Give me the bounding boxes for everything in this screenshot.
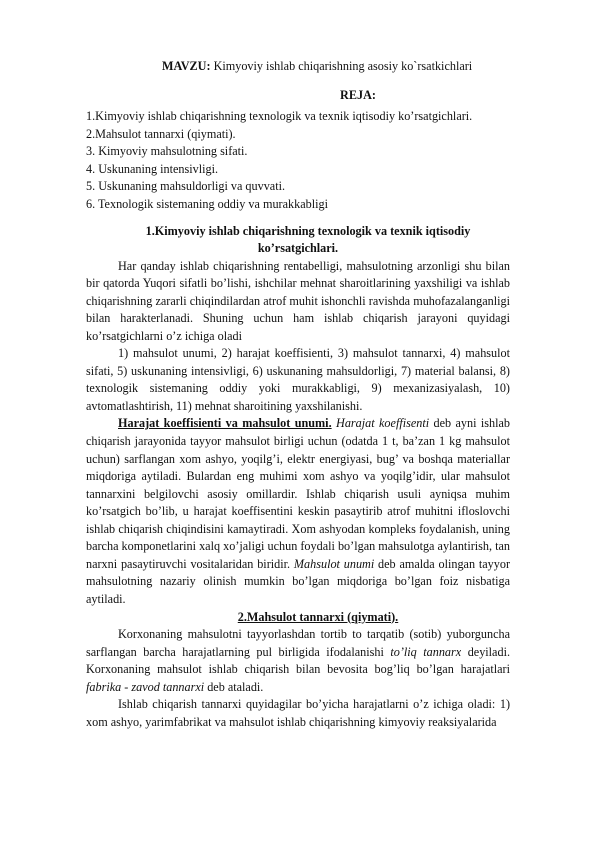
section-1-paragraph-3 xyxy=(86,415,510,608)
section-1-paragraph-2: 1) mahsulot unumi, 2) harajat koeffisienti, 3) mahsulot tannarxi, 4) mahsulot sifati, 5) uskunaning intensivligi, 6) uskunaning mahsuldorligi, 7) material balansi, 8) texnologik sistemaning oddiy yoki murakkabligi, 9) mexanizasiyalash, 10) avtomatlashtirish, 11) mehnat sharoitining yaxshilanishi. xyxy=(86,346,510,413)
section-2-paragraph-1 xyxy=(86,626,510,696)
document-page xyxy=(86,58,510,731)
section-1-title-line-1: 1.Kimyoviy ishlab chiqarishning texnologik va texnik iqtisodiy xyxy=(145,223,471,238)
paragraph-heading: Harajat koeffisienti va mahsulot unumi. xyxy=(118,416,332,431)
plan-list xyxy=(86,108,510,214)
plan-item: 5. Uskunaning mahsuldorligi va quvvati. xyxy=(86,179,286,194)
paragraph-text: Korxonaning mahsulotni tayyorlashdan tortib to tarqatib (sotib) yuborguncha sarflangan barcha harajatlarning pul birligida ifodalanishi xyxy=(86,627,510,659)
italic-term: Mahsulot unumi xyxy=(293,556,375,571)
section-2-paragraph-2: Ishlab chiqarish tannarxi quyidagilar bo’yicha harajatlarni o’z ichiga oladi: 1) xom ashyo, yarimfabrikat va mahsulot ishlab chiqarishning kimyoviy reaksiyalarida xyxy=(86,697,510,729)
plan-item: 1.Kimyoviy ishlab chiqarishning texnologik va texnik iqtisodiy ko’rsatgichlari. xyxy=(86,109,473,123)
section-1-title-line-2: ko’rsatgichlari. xyxy=(257,241,339,256)
plan-title: REJA: xyxy=(340,88,376,102)
plan-item: 2.Mahsulot tannarxi (qiymati). xyxy=(86,126,236,141)
section-2-title: 2.Mahsulot tannarxi (qiymati). xyxy=(237,609,399,624)
section-1-paragraph-1: Har qanday ishlab chiqarishning rentabelligi, mahsulotning arzonligi shu bilan bir qatorda Yuqori sifatli bo’lishi, ishchilar mehnat sharoitlarining yaxshiligi va ishlab chiqarishning zararli chiqindilardan atrof muhit ishonchli ravishda muhofazalanganligi bilan harakterlanadi. Shuning uchun ham ishlab chiqarish jarayoni quyidagi ko’rsatgichlarni o’z ichiga oladi xyxy=(86,258,510,343)
topic-line xyxy=(86,58,510,75)
italic-term: to’liq tannarx xyxy=(390,644,462,659)
paragraph-text: deyiladi. Korxonaning mahsulot ishlab chiqarish bilan bevosita bog’liq bo’lgan harajatlari xyxy=(86,644,510,677)
topic-text: Kimyoviy ishlab chiqarishning asosiy ko`rsatkichlari xyxy=(210,59,473,73)
paragraph-text: deb amalda olingan tayyor mahsulotning nazariy olinish mumkin bo’lgan miqdoriga bo’lgan foiz nisbatiga aytiladi. xyxy=(86,556,511,606)
paragraph-text: deb ayni ishlab chiqarish jarayonida tayyor mahsulot birligi uchun (odatda 1 t, ba’zan 1 kg mahsulot uchun) sarflangan xom ashyo, yoqilg’i, elektr energiyasi, bug’ va boshqa materiallar miqdoriga aytiladi. Bulardan eng muhimi xom ashyo va yoqilg’idir, ular mahsulot tannarxini belgilovchi asosiy omillardir. Ishlab chiqarish usuli ayniqsa muhim ko’rsatgich bo’lib, u harajat koeffisentini keskin pasaytirib atrof muhitni ifloslovchi ishlab chiqarish chiqindisini kamaytiradi. Xom ashyodan kompleks foydalanish, uning barcha komponetlarini xalq xo’jaligi uchun foydali bo’lgan mahsulotga aylantirish, tan narxni pasaytiruvchi vositalaridan biridir. xyxy=(86,416,511,571)
plan-item: 3. Kimyoviy mahsulotning sifati. xyxy=(86,144,248,159)
italic-term: Harajat koeffisenti xyxy=(336,416,430,431)
topic-label: MAVZU: xyxy=(162,59,211,73)
paragraph-text: deb ataladi. xyxy=(204,679,264,694)
plan-item: 4. Uskunaning intensivligi. xyxy=(86,161,219,176)
plan-item: 6. Texnologik sistemaning oddiy va murakkabligi xyxy=(86,196,328,211)
italic-term: fabrika - zavod tannarxi xyxy=(86,679,205,694)
